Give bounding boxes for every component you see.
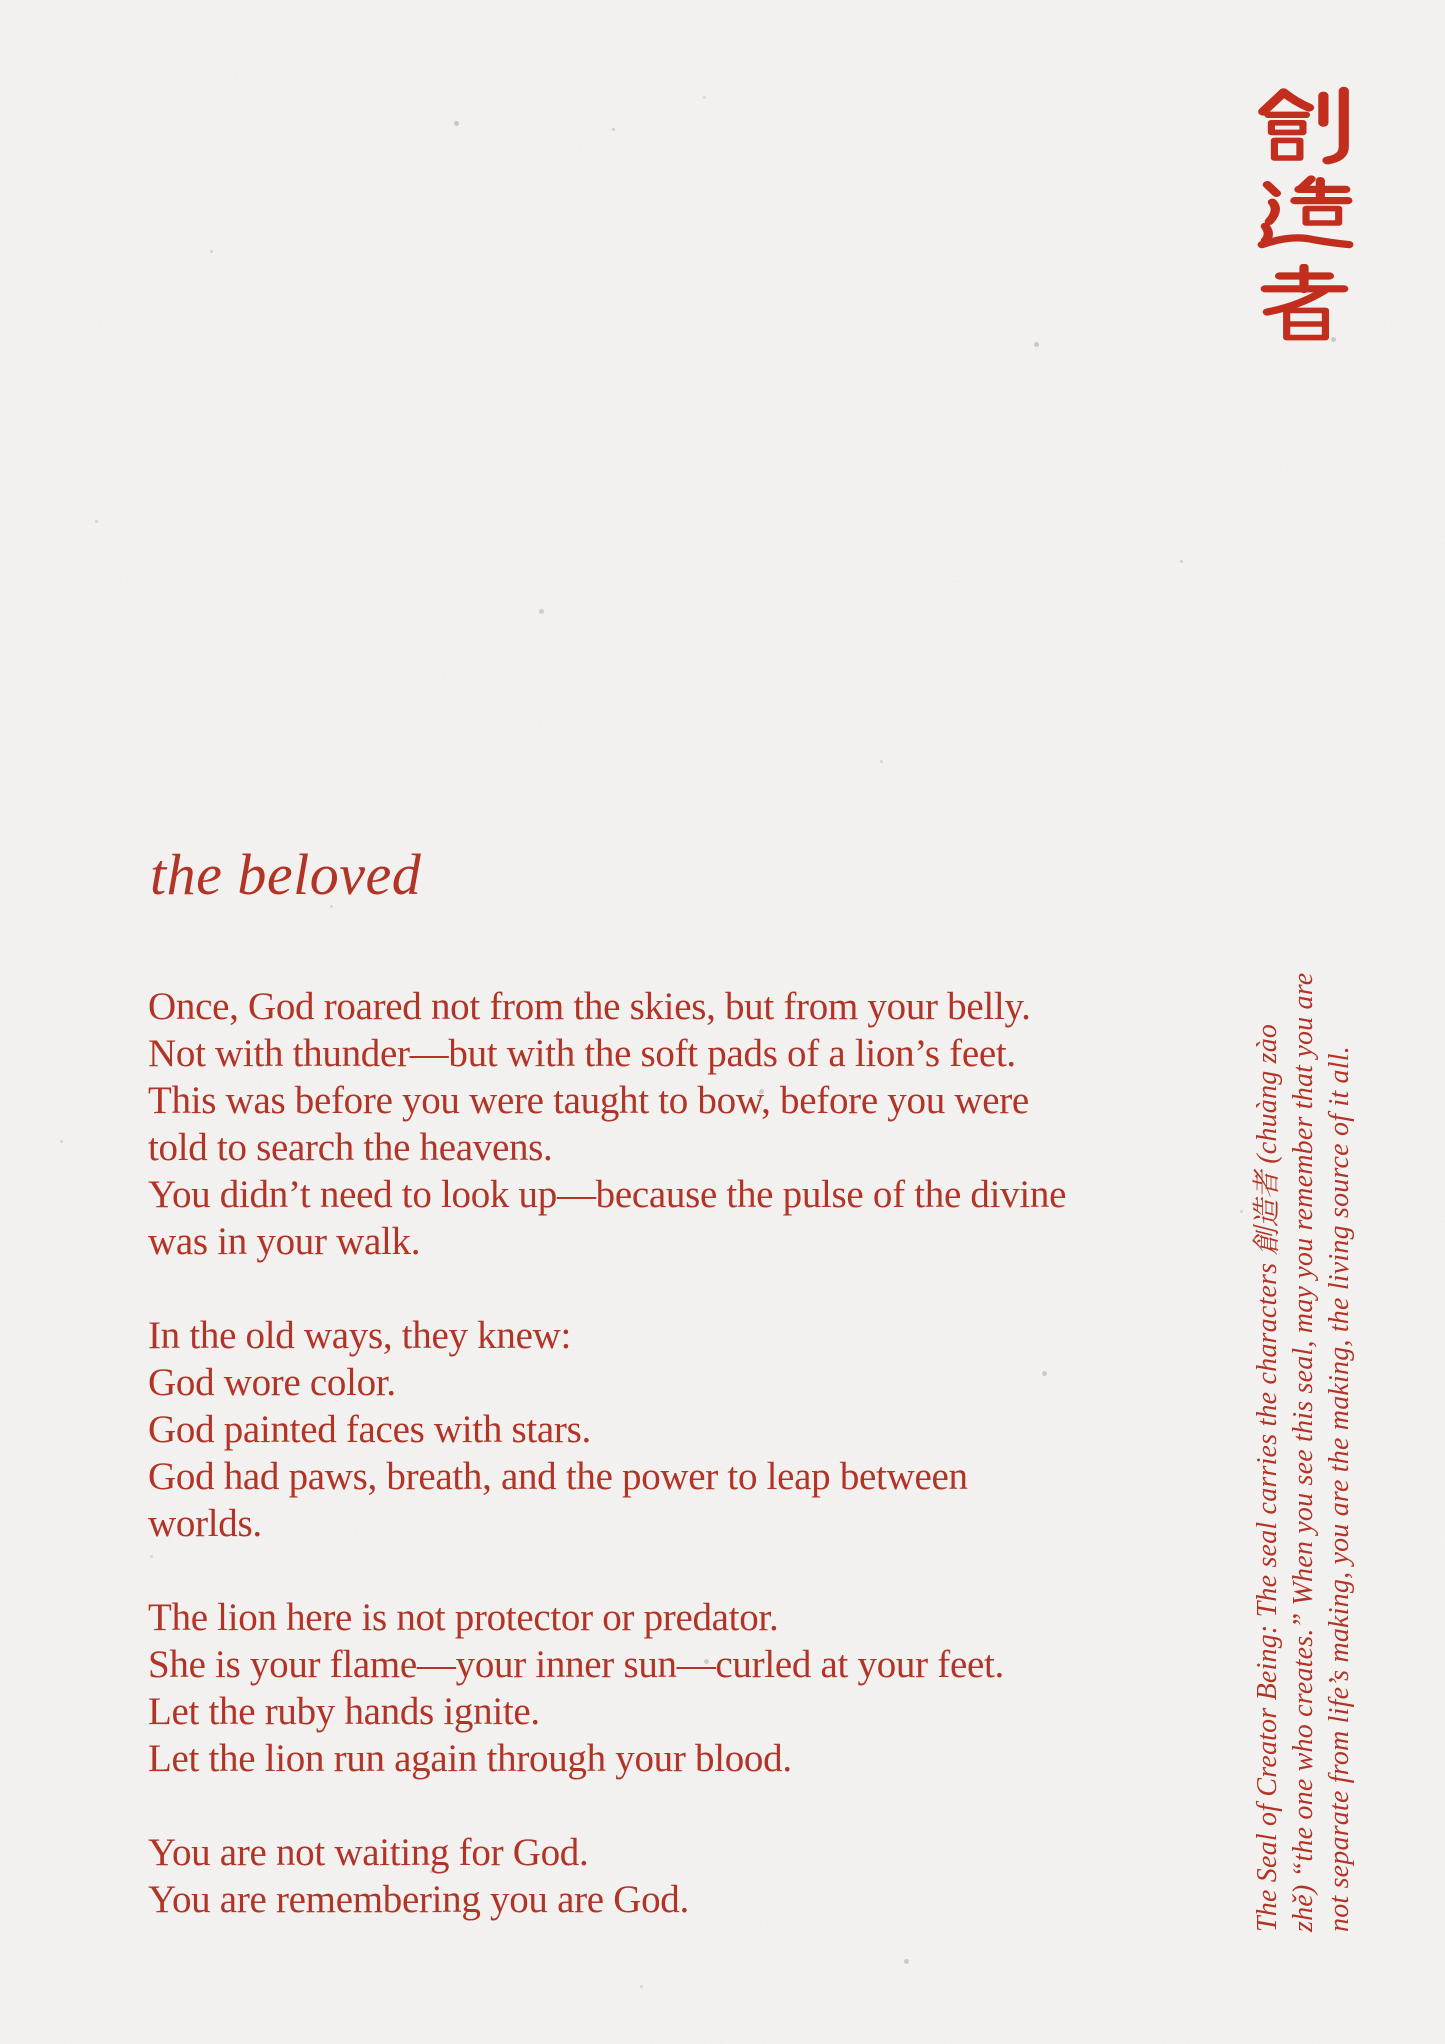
poem-line: You are not waiting for God. [148,1831,589,1874]
paper-specks [0,0,3,3]
poem-line: God had paws, breath, and the power to leap between [148,1455,968,1498]
poem-line: Not with thunder—but with the soft pads of a lion’s feet. [148,1032,1016,1075]
poem-line: worlds. [148,1502,262,1545]
seal-character-chuang-icon [1253,86,1355,166]
poem-line: God wore color. [148,1361,396,1404]
poem [148,983,1248,1923]
poem-line: In the old ways, they knew: [148,1314,571,1357]
poem-line: She is your flame—your inner sun—curled at your feet. [148,1643,1004,1686]
poem-line: Once, God roared not from the skies, but from your belly. [148,985,1031,1028]
poem-stanza [148,1312,1248,1547]
seal-character-zhe-icon [1253,264,1355,344]
poem-line: This was before you were taught to bow, before you were [148,1079,1029,1122]
page-title: the beloved [150,842,422,907]
poem-line: You are remembering you are God. [148,1878,689,1921]
seal-annotation-line: zhě) “the one who creates.” When you see this seal, may you remember that you are [1288,972,1319,1932]
seal-annotation [1250,862,1358,1932]
creator-seal [1253,86,1355,344]
seal-character-zao-icon [1253,175,1355,255]
poem-stanza [148,1594,1248,1782]
poem-stanza [148,1829,1248,1923]
seal-annotation-line: The Seal of Creator Being: The seal carries the characters 創造者 (chuàng zào [1252,1023,1283,1932]
poem-line: Let the ruby hands ignite. [148,1690,540,1733]
poem-line: You didn’t need to look up—because the pulse of the divine [148,1173,1067,1216]
poem-line: God painted faces with stars. [148,1408,591,1451]
poem-line: The lion here is not protector or predator. [148,1596,779,1639]
poem-line: Let the lion run again through your blood. [148,1737,792,1780]
poem-line: was in your walk. [148,1220,421,1263]
poem-line: told to search the heavens. [148,1126,553,1169]
poem-stanza [148,983,1248,1265]
seal-annotation-line: not separate from life’s making, you are the making, the living source of it all. [1324,1046,1355,1932]
